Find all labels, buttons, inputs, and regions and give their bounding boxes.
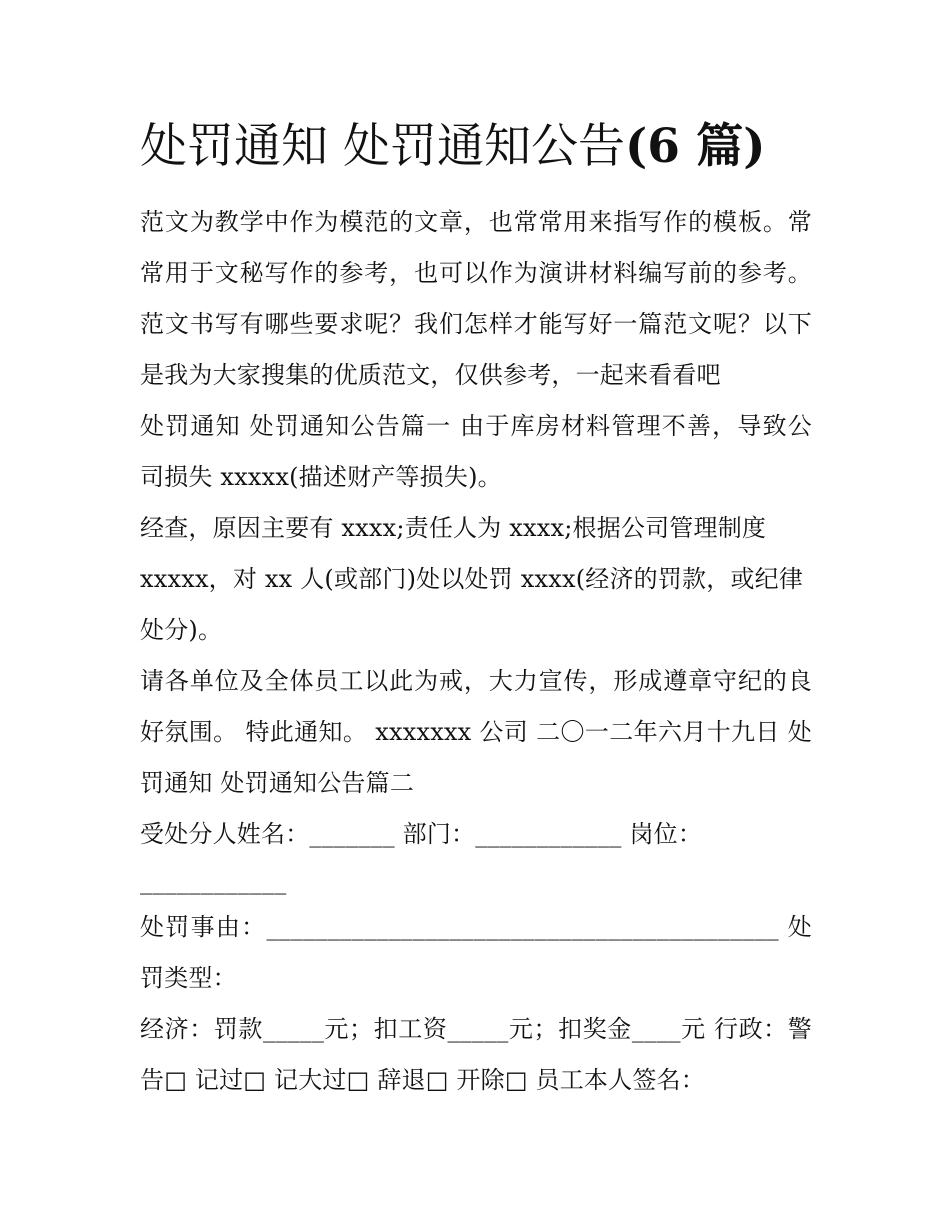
text-line: 范文书写有哪些要求呢？我们怎样才能写好一篇范文呢？以下 — [140, 310, 812, 338]
text-line: 罚通知 处罚通知公告篇二 — [140, 769, 415, 797]
text-line: 经济：罚款_____元；扣工资_____元；扣奖金____元 行政：警 — [140, 1015, 812, 1043]
document-title — [140, 112, 766, 182]
text-line: 范文为教学中作为模范的文章，也常常用来指写作的模板。常 — [140, 208, 812, 236]
title-suffix: (6 篇) — [624, 119, 766, 174]
text-line: 常用于文秘写作的参考，也可以作为演讲材料编写前的参考。 — [140, 259, 812, 287]
text-line: 罚类型： — [140, 964, 237, 992]
title-main: 处罚通知 处罚通知公告 — [140, 119, 625, 174]
text-line: 受处分人姓名：_______ 部门：____________ 岗位： — [140, 820, 703, 848]
text-line: ____________ — [140, 867, 287, 895]
text-line: xxxxx，对 xx 人(或部门)处以处罚 xxxx(经济的罚款，或纪律 — [140, 565, 804, 593]
text-line: 处罚事由：__________________________________________ 处 — [140, 913, 812, 941]
text-line: 经查，原因主要有 xxxx;责任人为 xxxx;根据公司管理制度 — [140, 514, 767, 542]
text-line: 司损失 xxxxx(描述财产等损失)。 — [140, 463, 502, 491]
text-line: 好氛围。 特此通知。 xxxxxxx 公司 二〇一二年六月十九日 处 — [140, 718, 812, 746]
text-line: 处罚通知 处罚通知公告篇一 由于库房材料管理不善，导致公 — [140, 412, 812, 440]
text-line: 请各单位及全体员工以此为戒，大力宣传，形成遵章守纪的良 — [140, 667, 812, 695]
text-line: 是我为大家搜集的优质范文，仅供参考，一起来看看吧 — [140, 361, 721, 389]
text-line: 告□ 记过□ 记大过□ 辞退□ 开除□ 员工本人签名： — [140, 1066, 705, 1094]
text-line: 处分)。 — [140, 616, 223, 644]
